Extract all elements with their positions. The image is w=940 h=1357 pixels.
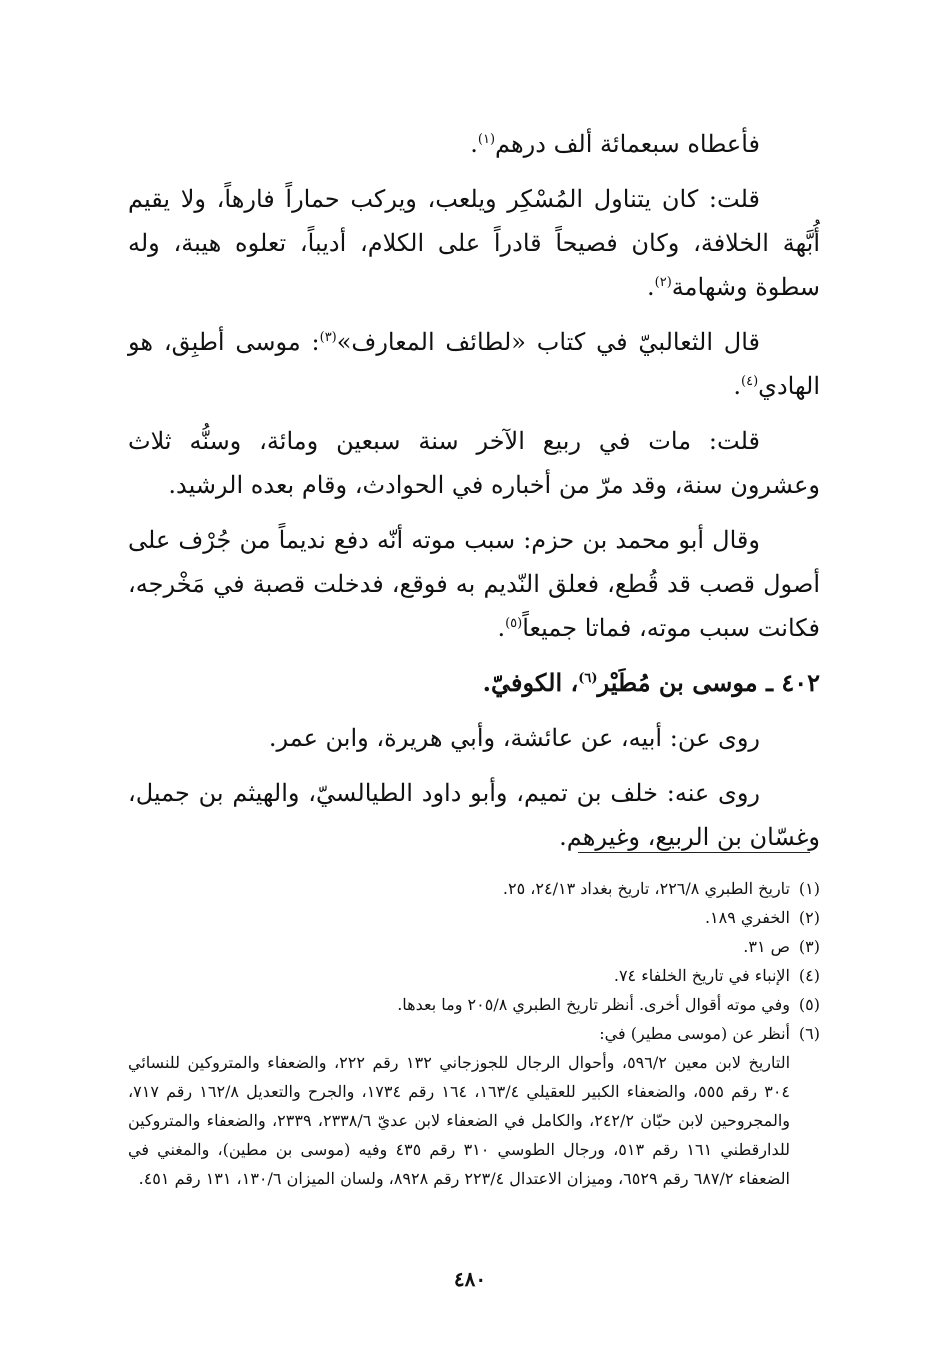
- footnote-text: تاريخ الطبري ٢٢٦/٨، تاريخ بغداد ٢٤/١٣، ٢٥.: [502, 879, 790, 898]
- paragraph-tail: .: [470, 130, 478, 158]
- paragraph-text: قلت: كان يتناول المُسْكِر ويلعب، ويركب حماراً فارهاً، ولا يقيم أُبَّهة الخلافة، وكان فصيحاً قادراً على الكلام، أديباً، تعلوه هيبة، وله سطوة وشهامة: [128, 185, 820, 301]
- footnote-text: الخفري ١٨٩.: [704, 908, 790, 927]
- footnotes: [128, 874, 820, 1193]
- footnote-ref: (٢): [654, 275, 672, 290]
- footnote-text: وفي موته أقوال أخرى. أنظر تاريخ الطبري ٢٠٥/٨ وما بعدها.: [397, 995, 790, 1014]
- page-number: ٤٨٠: [453, 1267, 487, 1291]
- entry-heading: [128, 661, 820, 705]
- paragraph-text: وقال أبو محمد بن حزم: سبب موته أنّه دفع نديماً من جُرْف على أصول قصب قد قُطع، فعلق النّديم به فوقع، فدخلت قصبة في مَخْرجه، فكانت سبب موته، فماتا جميعاً: [128, 526, 821, 642]
- footnote-1: [128, 874, 820, 903]
- paragraph-text: روى عن: أبيه، عن عائشة، وأبي هريرة، وابن عمر.: [268, 724, 760, 752]
- footnote-text: أنظر عن (موسى مطير) في:: [599, 1024, 790, 1043]
- footnote-6: [128, 1019, 820, 1048]
- paragraph-text: قال الثعالبيّ في كتاب «لطائف المعارف»: [336, 328, 760, 356]
- paragraph-narrated-from: [128, 716, 820, 760]
- footnote-text: الإنباء في تاريخ الخلفاء ٧٤.: [613, 966, 790, 985]
- paragraph-text: روى عنه: خلف بن تميم، وأبو داود الطيالسيّ، والهيثم بن جميل، وغسّان بن الربيع، وغيرهم.: [128, 779, 820, 851]
- paragraph-tail: .: [733, 372, 742, 400]
- paragraph-ibn-hazm: [128, 518, 820, 650]
- footnote-number: (٤): [798, 966, 820, 985]
- paragraph-gift: [128, 122, 820, 166]
- paragraph-text: قلت: مات في ربيع الآخر سنة سبعين ومائة، وسنُّه ثلاث وعشرون سنة، وقد مرّ من أخباره في الحوادث، وقام بعده الرشيد.: [128, 427, 820, 499]
- footnote-text: ص ٣١.: [743, 937, 790, 956]
- paragraph-text: فأعطاه سبعمائة ألف درهم: [495, 130, 760, 158]
- paragraph-tail: .: [647, 273, 655, 301]
- paragraph-thaalibi: [128, 320, 820, 408]
- footnote-4: [128, 961, 820, 990]
- footnote-ref: (١): [477, 132, 496, 147]
- footnote-number: (٦): [798, 1024, 820, 1043]
- paragraph-tail: : موسى أطبِق، هو الهادي: [128, 328, 820, 400]
- paragraph-death: [128, 419, 820, 507]
- footnote-number: (٣): [798, 937, 820, 956]
- footnote-ref: (٤): [741, 374, 759, 389]
- footnote-3: [128, 932, 820, 961]
- footnote-number: (٢): [798, 908, 820, 927]
- footnote-ref: (٦): [578, 671, 598, 686]
- paragraph-narrated-by: [128, 771, 820, 859]
- footnote-number: (١): [798, 879, 820, 898]
- entry-heading-text: ٤٠٢ ـ موسى بن مُطَيْر: [597, 668, 820, 697]
- footnote-ref: (٥): [505, 616, 523, 631]
- main-text: [128, 122, 820, 870]
- paragraph-tail: .: [497, 614, 506, 642]
- footnote-2: [128, 903, 820, 932]
- paragraph-description: [128, 177, 820, 309]
- footnote-number: (٥): [798, 995, 820, 1014]
- footnote-5: [128, 990, 820, 1019]
- footnote-6-sources: التاريخ لابن معين ٥٩٦/٢، وأحوال الرجال للجوزجاني ١٣٢ رقم ٢٢٢، والضعفاء والمتروكين للنسائي ٣٠٤ رقم ٥٥٥، والضعفاء الكبير للعقيلي ١٦٣/٤، ١٦٤ رقم ١٧٣٤، والجرح والتعديل ١٦٢/٨ رقم ٧١٧، والمجروحين لابن حبّان ٢٤٢/٢، والكامل في الضعفاء لابن عديّ ٢٣٣٨/٦، ٢٣٣٩، والضعفاء والمتروكين للدارقطني ١٦١ رقم ٥١٣، ورجال الطوسي ٣١٠ رقم ٤٣٥ وفيه (موسى بن مطين)، والمغني في الضعفاء ٦٨٧/٢ رقم ٦٥٢٩، وميزان الاعتدال ٢٢٣/٤ رقم ٨٩٢٨، ولسان الميزان ١٣٠/٦، ١٣١ رقم ٤٥١.: [128, 1053, 791, 1188]
- footnote-separator: [578, 852, 810, 853]
- entry-heading-tail: ، الكوفيّ.: [482, 668, 579, 697]
- footnote-ref: (٣): [319, 330, 337, 345]
